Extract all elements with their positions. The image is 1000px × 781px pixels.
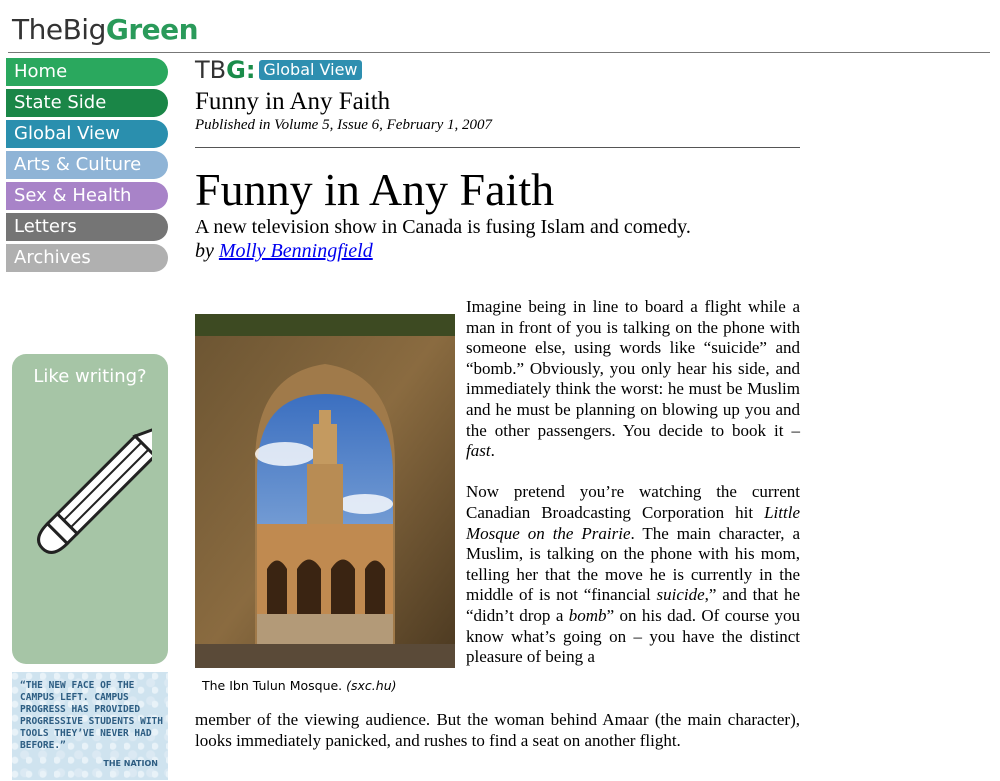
promo-title: Like writing? [33, 366, 147, 387]
photo-caption [202, 678, 397, 693]
tbg-part1: TB [195, 56, 227, 84]
p2-text-c: ,” and that he “didn’t drop a [466, 585, 800, 625]
logo-text-part1: TheBig [12, 13, 106, 46]
p1-end: . [490, 441, 495, 461]
tbg-logo [195, 56, 255, 84]
p1-italic: fast [466, 441, 491, 461]
mosque-image [195, 314, 455, 668]
section-badge[interactable]: Global View [259, 60, 361, 80]
caption-credit: (sxc.hu) [346, 678, 397, 693]
p1-text: Imagine being in line to board a flight while a man in front of you is talking on the phone with someone else, using words like “suicide” and “bomb.” Obviously, you only hear his side, and immediately think the worst: he must be Muslim and he must be planning on blowing up you and the other passengers. You decide to book it – [466, 297, 800, 440]
ad-quote: “THE NEW FACE OF THE CAMPUS LEFT. CAMPUS PROGRESS HAS PROVIDED PROGRESSIVE STUDENTS WITH TOOLS THEY’VE NEVER HAD BEFORE.” [20, 680, 163, 751]
sidebar-nav [6, 58, 168, 275]
caption-text: The Ibn Tulun Mosque. [202, 678, 343, 693]
nav-item-sex-health[interactable]: Sex & Health [6, 182, 168, 210]
article-divider [195, 147, 800, 148]
nav-item-archives[interactable]: Archives [6, 244, 168, 272]
logo-text-part2: Green [105, 13, 199, 46]
author-link[interactable]: Molly Benningfield [218, 240, 373, 262]
p2-text-b: . The main character, a Muslim, is talking on the phone with his mom, telling her that the move he is currently in the middle of is not “financial [466, 523, 800, 605]
nav-item-letters[interactable]: Letters [6, 213, 168, 241]
p2-italic-suicide: suicide [656, 585, 705, 605]
publication-info: Published in Volume 5, Issue 6, February 1, 2007 [195, 117, 493, 133]
nav-item-state-side[interactable]: State Side [6, 89, 168, 117]
article-small-title: Funny in Any Faith [195, 88, 391, 115]
mosque-photo [195, 314, 455, 668]
site-logo[interactable] [12, 12, 198, 48]
header-divider [8, 52, 990, 53]
p2-text-a: Now pretend you’re watching the current Canadian Broadcasting Corporation hit [466, 482, 800, 522]
article-headline: Funny in Any Faith [195, 164, 555, 215]
byline-prefix: by [195, 240, 214, 262]
p2-show-title: Little Mosque on the Prairie [466, 502, 800, 543]
nav-item-global-view[interactable]: Global View [6, 120, 168, 148]
tbg-part2: G: [226, 56, 256, 84]
ad-source: THE NATION [103, 759, 158, 768]
campus-progress-ad[interactable] [12, 672, 168, 780]
paragraph-2 [466, 482, 800, 667]
like-writing-promo[interactable] [12, 354, 168, 664]
article-body [466, 297, 800, 688]
nav-item-home[interactable]: Home [6, 58, 168, 86]
pencil-icon [32, 404, 152, 584]
nav-item-arts-culture[interactable]: Arts & Culture [6, 151, 168, 179]
paragraph-1 [466, 297, 800, 462]
paragraph-2-continued: member of the viewing audience. But the woman behind Amaar (the main character), looks immediately panicked, and rushes to find a seat on another flight. [195, 710, 800, 750]
p2-italic-bomb: bomb [568, 605, 607, 625]
p2-text-d: ” on his dad. Of course you know what’s going on – you have the distinct pleasure of being a [466, 605, 800, 667]
section-header [195, 58, 362, 82]
article-dek: A new television show in Canada is fusing Islam and comedy. [195, 216, 691, 238]
byline [195, 240, 373, 263]
